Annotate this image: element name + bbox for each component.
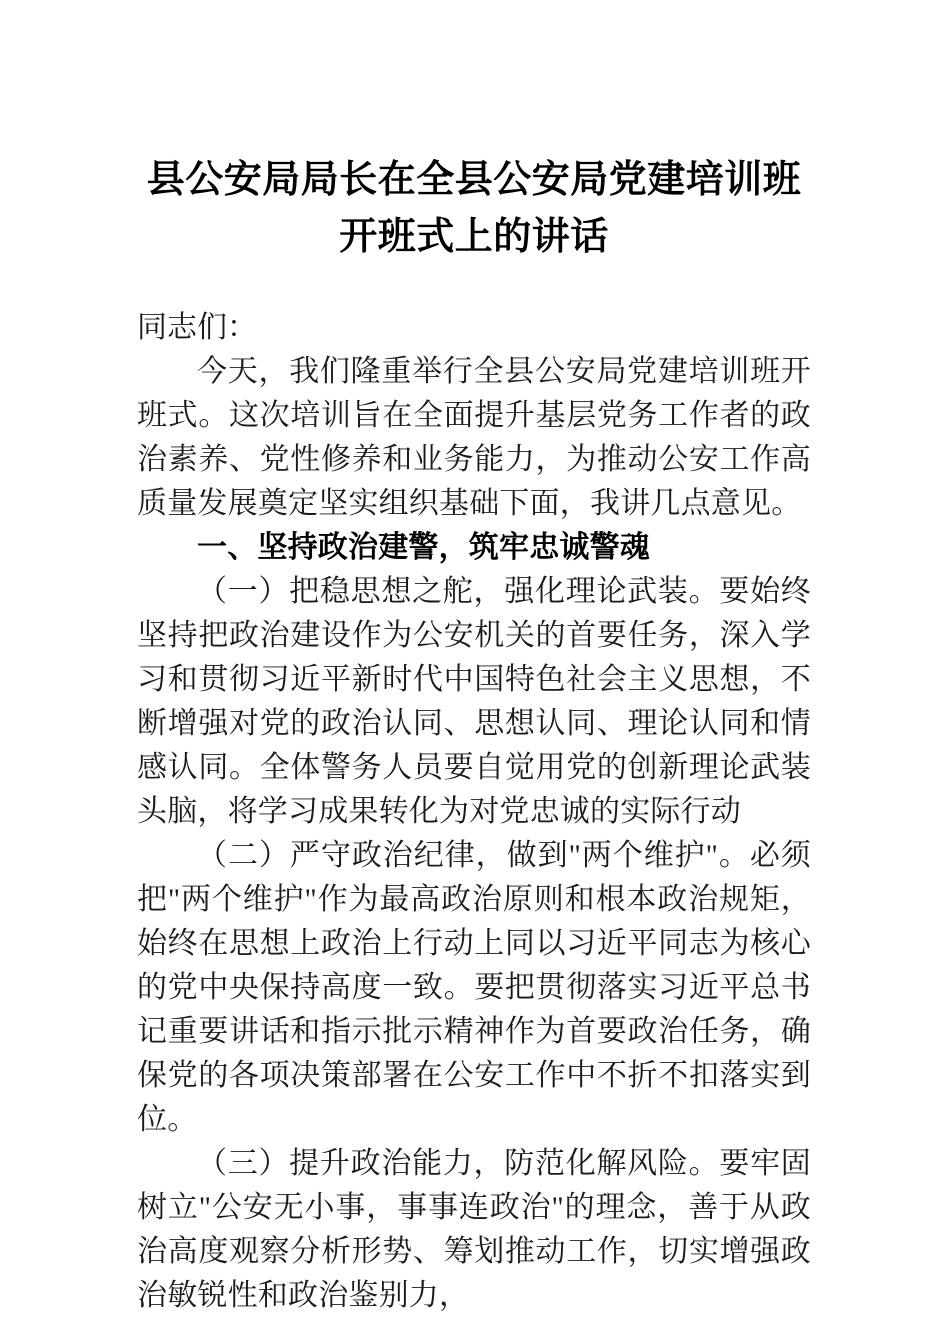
paragraph-1-1: （一）把稳思想之舵，强化理论武装。要始终坚持把政治建设作为公安机关的首要任务，深入学习和贯彻习近平新时代中国特色社会主义思想，不断增强对党的政治认同、思想认同、理论认同和情感认同。全体警务人员要自觉用党的创新理论武装头脑，将学习成果转化为对党忠诚的实际行动: [137, 575, 811, 828]
paragraph-intro: 今天，我们隆重举行全县公安局党建培训班开班式。这次培训旨在全面提升基层党务工作者的政治素养、党性修养和业务能力，为推动公安工作高质量发展奠定坚实组织基础下面，我讲几点意见。: [137, 355, 811, 520]
section-heading-1: 一、坚持政治建警，筑牢忠诚警魂: [197, 531, 650, 564]
document-content: [137, 0, 811, 1318]
salutation: 同志们：: [137, 311, 257, 344]
page-title: 县公安局局长在全县公安局党建培训班开班式上的讲话: [146, 159, 802, 258]
paragraph-1-3: （三）提升政治能力，防范化解风险。要牢固树立"公安无小事，事事连政治"的理念，善于从政治高度观察分析形势、筹划推动工作，切实增强政治敏锐性和政治鉴别力，: [137, 1147, 811, 1312]
paragraph-1-2: （二）严守政治纪律，做到"两个维护"。必须把"两个维护"作为最高政治原则和根本政治规矩，始终在思想上政治上行动上同以习近平同志为核心的党中央保持高度一致。要把贯彻落实习近平总书记重要讲话和指示批示精神作为首要政治任务，确保党的各项决策部署在公安工作中不折不扣落实到位。: [137, 839, 811, 1136]
